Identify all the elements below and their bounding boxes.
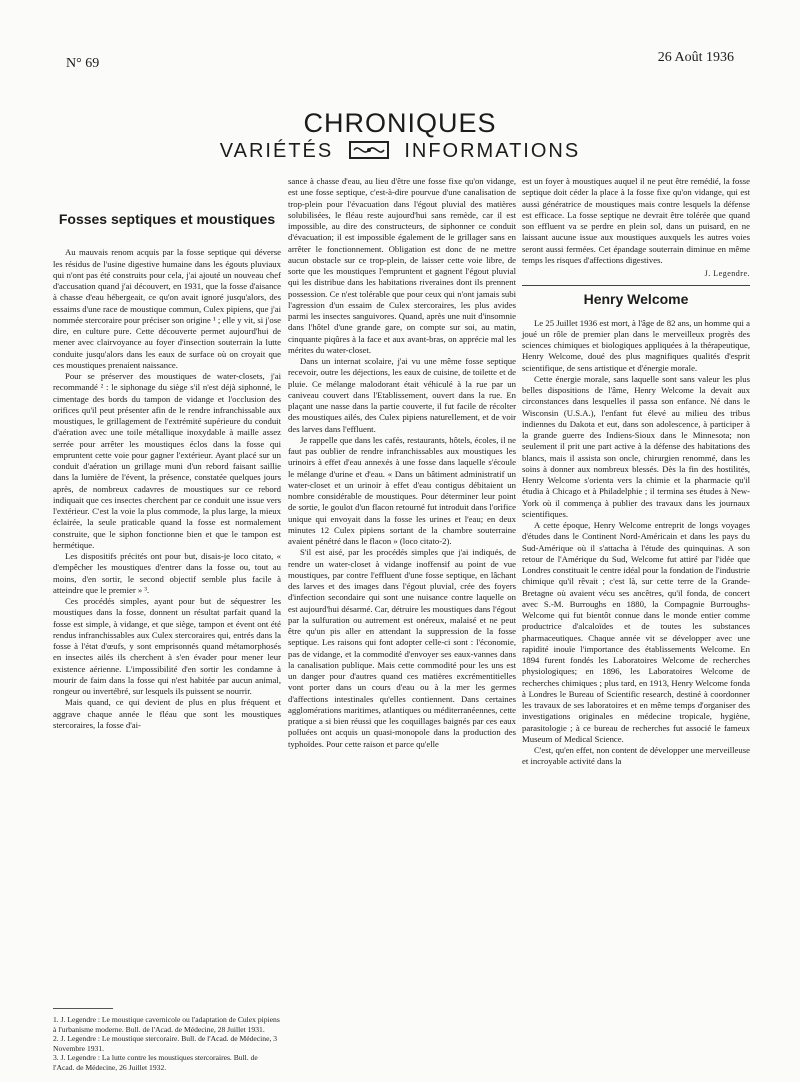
signature: J. Legendre. — [704, 269, 750, 278]
paragraph: Le 25 Juillet 1936 est mort, à l'âge de 82 ans, un homme qui a joué un rôle de premier plan dans le merveilleux progrès des sciences chimiques et biologiques appliquées à la thérapeutique, Henry Welcome, doué des plus magnifiques qualités d'esprit scientifique, de sens artistique et d'énergie morale. — [522, 317, 750, 373]
masthead-subtitle — [0, 140, 800, 163]
issue-date: 26 Août 1936 — [657, 50, 734, 65]
article-title-2: Henry Welcome — [583, 291, 689, 308]
paragraph: Mais quand, ce qui devient de plus en plus fréquent et aggrave chaque année le fléau que sont les moustiques stercoraires, la fosse d'ai- — [53, 697, 281, 730]
subtitle-right: INFORMATIONS — [404, 140, 581, 162]
masthead-title: CHRONIQUES — [303, 108, 497, 138]
paragraph: Pour se préserver des moustiques de water-closets, j'ai recommandé ² : le siphonage du siège s'il n'est déjà siphonné, le cimentage des bords du tampon de vidange et l'occlusion des orifices qu'il peut présenter afin de le rendre infranchissable aux moustiques, le grillagement de l'extrémité supérieure du conduit d'aération avec une toile métallique inoxydable à maille assez serrée pour arrêter les moustiques éclos dans la fosse qui empruntent cette voie pour gagner l'extérieur. Ayant placé sur un conduit d'aération un grillage muni d'un rebord faisant saillie dans la lumière de l'évent, la présence, constatée quelques jours après, de nombreux cadavres de moustiques sur ce rebord indiquait que ces insectes cherchent par ce conduit une issue vers l'extérieur. C'est la voie la plus commode, la plus large, la mieux éclairée, la seule praticable quand la fosse est normalement construite, que le siphon fonctionne bien et que le tampon est hermétique. — [53, 371, 281, 550]
paragraph: Les dispositifs précités ont pour but, disais-je loco citato, « d'empêcher les moustiques d'entrer dans la fosse ou, tout au moins, d'en sortir, le second objectif semble plus facile à atteindre que le premier » ³. — [53, 551, 281, 595]
subtitle-left: VARIÉTÉS — [219, 140, 334, 162]
footnote: 1. J. Legendre : Le moustique cavernicole ou l'adaptation de Culex pipiens à l'urbanisme moderne. Bull. de l'Acad. de Médecine, 28 Juillet 1931. — [53, 1015, 280, 1034]
column-3 — [522, 176, 750, 768]
issue-number: N° 69 — [66, 56, 100, 71]
column-1 — [53, 211, 281, 731]
paragraph: Je rappelle que dans les cafés, restaurants, hôtels, écoles, il ne faut pas oublier de rendre infranchissables aux moustiques les urinoirs à effet d'eau annexés à une fosse dans laquelle s'écoule le mélange d'urine et d'eau. « Dans un bâtiment administratif un water-closet et un urinoir à effet d'eau contigus débitaient un nombre considérable de moustiques. Pour déterminer leur point de sortie, le goulot d'un flacon retourné fut introduit dans l'orifice unique qui envoyait dans la fosse les urines et l'eau; en deux minutes 12 Culex pipiens sortant de la chambre souterraine avaient pénétré dans le flacon » (loco citato-2). — [288, 434, 516, 546]
footnotes — [53, 1008, 281, 1072]
column-2 — [288, 176, 516, 750]
paragraph: est un foyer à moustiques auquel il ne peut être remédié, la fosse septique doit céder la place à la fosse fixe qu'on vidange, qui est aussi génératrice de moustiques mais contre lesquels la défense est efficace. La fosse septique ne devrait être tolérée que quand son effluent va se perdre en plein sol, dans un puisard, en ne laissant aucune issue aux moustiques auxquels les autres voies seront aussi fermées. Cet épandage souterrain diminue en même temps les risques d'affections digestives. — [522, 176, 750, 265]
paragraph: A cette époque, Henry Welcome entreprit de longs voyages d'études dans le Continent Nord-Américain et dans les pays du Sud-Amérique où il s'attacha à l'étude des quinquinas. A son retour de l'Amérique du Sud, Welcome fut attiré par l'idée que Londres constituait le centre idéal pour la fondation de l'industrie chimique qu'il rêvait ; c'est là, sur cette terre de la Grande-Bretagne où avaient vécu ses ancêtres, qu'il fonda, de concert avec S.-M. Burroughs en 1880, la Compagnie Burroughs-Welcome qui fut bientôt connue dans le monde entier comme productrice d'alcaloïdes et de toutes les substances pharmaceutiques. Chaque année vit se développer avec une rapidité inouïe l'importance des établissements Welcome. En 1894 furent fondés les Laboratoires Welcome de recherches physiologiques; en 1896, les Laboratoires Welcome de recherches chimiques ; plus tard, en 1913, Henry Welcome fonda à Londres le Bureau of Scientific research, destiné à coordonner les travaux de ses laboratoires et en même temps d'organiser des investigations originales en médecine tropicale, hygiène, parasitologie ; à ce bureau de recherches fut associé le fameux Museum of Medical Science. — [522, 520, 750, 744]
paragraph: Cette énergie morale, sans laquelle sont sans valeur les plus belles dispositions de l'âme, Henry Welcome la devait aux circonstances dans lesquelles il passa son enfance. Né dans le Wisconsin (U.S.A.), l'enfant fut élevé au milieu des tribus indiennes du Dakota et eut, dans son adolescence, à participer à la grande guerre des Indiens-Sioux dans le Minnesota; non seulement il prit une part active à la défense des habitations des blancs, mais il assista son oncle, chirurgien renommé, dans les soins à donner aux nombreux blessés. Dès la fin des hostilités, Henry Welcome s'orienta vers la chimie et la pharmacie qu'il étudia à Chicago et à Philadelphie ; il termina ses études à New-York où il commença à publier des travaux dans les journaux scientifiques. — [522, 373, 750, 519]
article-title: Fosses septiques et moustiques — [58, 211, 276, 227]
paragraph: Ces procédés simples, ayant pour but de séquestrer les moustiques dans la fosse, donnent un résultat parfait quand la fosse est simple, à vidange, et que siège, tampon et évent ont été rendus infranchissables aux Culex stercoraires qui, entrés dans la fosse à l'état d'œufs, y sont emprisonnés quand métamorphosés en insectes ailés ils cherchent à s'en évader pour mener leur existence aérienne. L'impossibilité d'en sortir les condamne à mourir de faim dans la fosse qui n'est habitée par aucun animal, rongeur ou invertébré, sur lesquels ils puissent se nourrir. — [53, 596, 281, 696]
paragraph: Dans un internat scolaire, j'ai vu une même fosse septique recevoir, outre les déjections, les eaux de cuisine, de toilette et de pluie. Ce mélange malodorant était véhiculé à la rue par un caniveau couvert dans l'Etablissement, ouvert dans la rue. En plaçant une nasse dans la partie couverte, il fut facile de récolter des moustiques ailés, des Culex pipiens naturellement, et de voir des larves dans l'effluent. — [288, 356, 516, 434]
paragraph: Au mauvais renom acquis par la fosse septique qui déverse les résidus de l'usine digestive humaine dans les égouts pluviaux qui n'ont pas été construits pour cela, j'ai ajouté un nouveau chef d'accusation quand j'ai découvert, en 1931, que la fosse d'aisance à chasse d'eau hébergeait, ce qu'on avait ignoré jusqu'alors, des essaims d'une race de moustique commun, Culex pipiens, que j'ai nommée stercoraire pour préciser son origine ¹ ; elle y vit, si j'ose dire, en culture pure. Cette découverte permet aujourd'hui de mener avec clairvoyance au foyer d'insection souterrain la lutte conduite jusqu'alors dans les eaux de surface où on croyait que ces moustiques prenaient naissance. — [53, 247, 281, 370]
paragraph: C'est, qu'en effet, non content de développer une merveilleuse et incroyable activité dans la — [522, 745, 750, 767]
paragraph: S'il est aisé, par les procédés simples que j'ai indiqués, de rendre un water-closet à vidange inoffensif au point de vue moustiques, par contre l'effluent d'une fosse septique, en lâchant des larves et des images dans l'égout pluvial, crée des foyers d'infection secondaire qui sont une nuisance contre laquelle on est aujourd'hui désarmé. Car, détruire les moustiques dans l'égout par la sulfuration ou autrement est onéreux, malaisé et ne peut être qu'un pis aller en attendant la suppression de la fosse septique. Les raisons qui font adopter celle-ci sont : l'économie, pas de vidange, et la commodité d'envoyer ses eaux-vannes dans la canalisation publique. Mais cette commodité pour les uns est un danger pour d'autres quand ces matières excrémentitielles vont porter dans un cours d'eau ou à la mer les germes d'affections intestinales qu'elles contiennent. Dans certaines agglomérations maritimes, atlantiques ou méditerranéennes, cette pratique a si bien réussi que les coquillages baignés par ces eaux polluées ont acquis un quasi-monopole dans la production des typhoïdes. Pour cette raison et parce qu'elle — [288, 547, 516, 749]
ornament-icon — [349, 141, 389, 159]
footnote: 2. J. Legendre : Le moustique stercoraire. Bull. de l'Acad. de Médecine, 3 Novembre 1931. — [53, 1034, 278, 1053]
paragraph: sance à chasse d'eau, au lieu d'être une fosse fixe qu'on vidange, est une fosse septique, c'est-à-dire pourvue d'une canalisation de trop-plein pour l'évacuation dans l'égout pluvial des matières solubilisées, le fléau reste aujourd'hui sans remède, car il est impossible, au dire des constructeurs, de siphonner ce conduit d'évacuation; il est impossible également de le grillager sans en arrêter le fonctionnement. Obligation est donc de ne mettre aucun obstacle sur ce trop-plein, de laisser cette voie libre, de sorte que les moustiques l'empruntent et gagnent l'égout pluvial qui les distribue dans les habitations riveraines dont ils prennent possession. Ce n'est tolérable que pour ceux qui n'ont jamais subi l'agression d'un essaim de Culex stercoraires, les plus avides parmi les insectes sanguivores. Quand, après une nuit d'insomnie dans l'hôtel d'une grande gare, on compte sur soi, au matin, cinquante piqûres à la face et aux avant-bras, on apprécie mal les mérites du water-closet. — [288, 176, 516, 355]
divider — [522, 285, 750, 286]
footnote-divider — [53, 1008, 113, 1009]
footnote: 3. J. Legendre : La lutte contre les moustiques stercoraires. Bull. de l'Acad. de Médecine, 26 Juillet 1932. — [53, 1053, 258, 1072]
